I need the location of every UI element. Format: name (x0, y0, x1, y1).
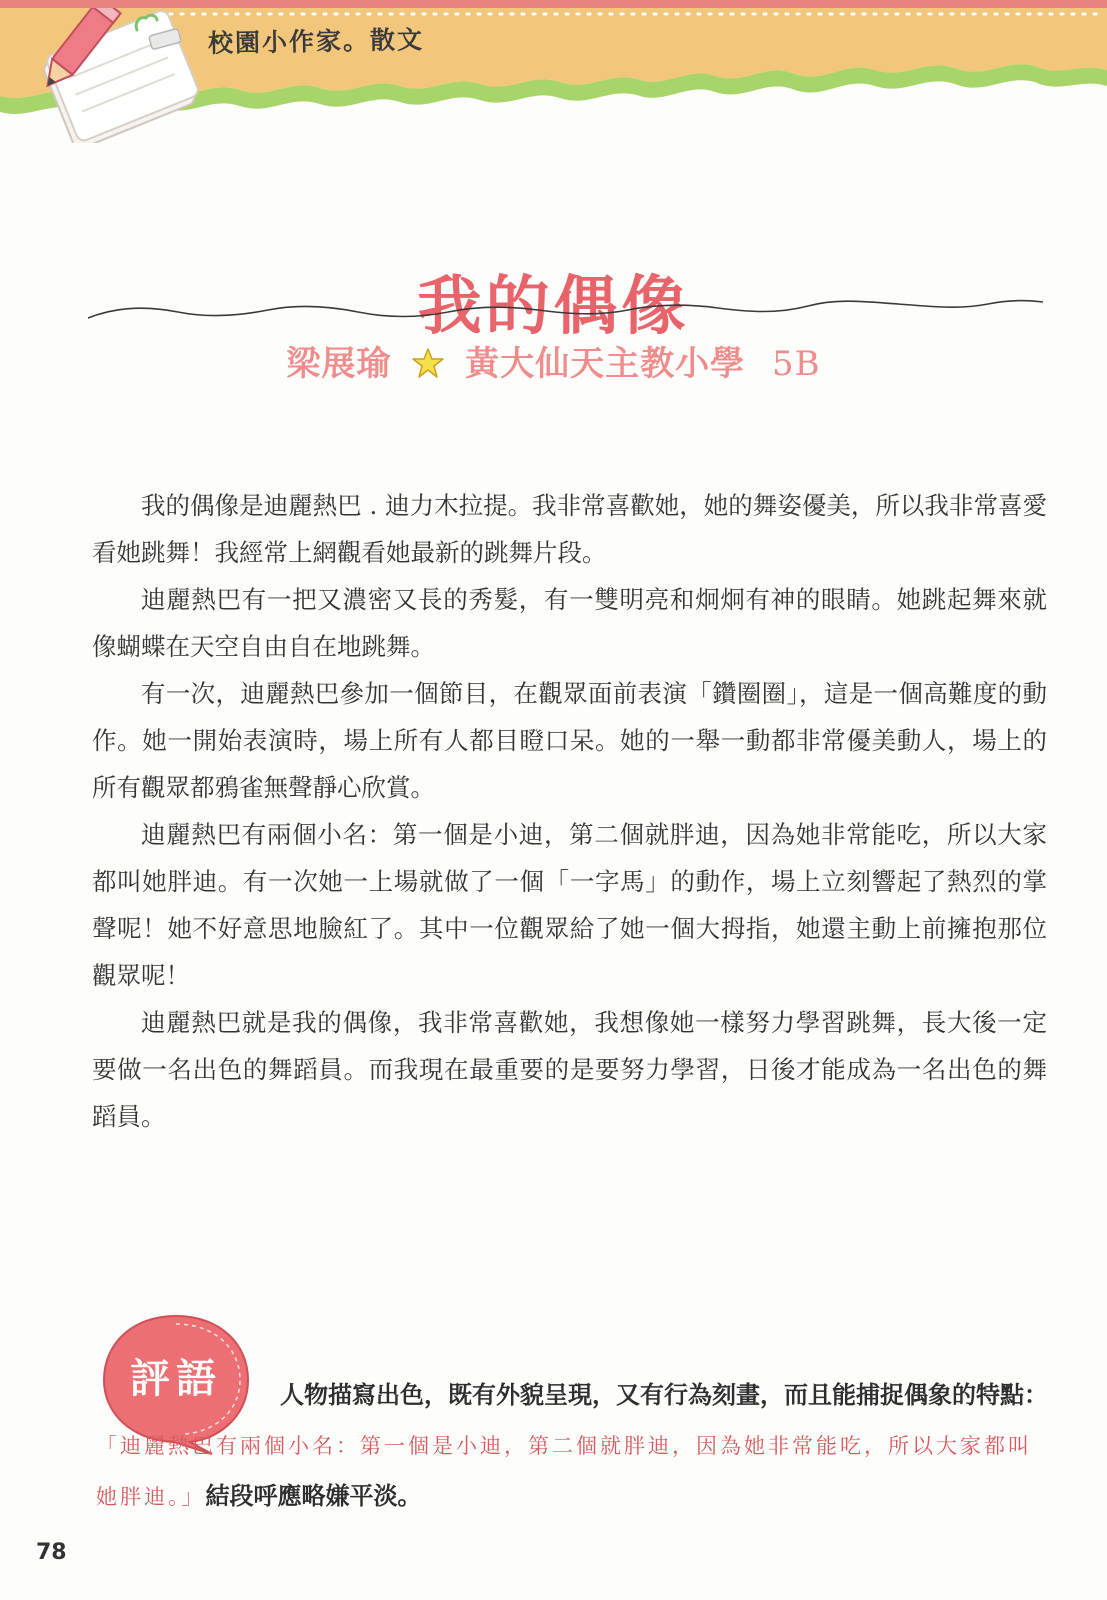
essay-paragraph: 我的偶像是迪麗熱巴 . 迪力木拉提。我非常喜歡她，她的舞姿優美，所以我非常喜愛看她跳舞！我經常上網觀看她最新的跳舞片段。 (92, 491, 1047, 567)
byline (0, 336, 1107, 385)
essay-paragraph: 迪麗熱巴有兩個小名：第一個是小迪，第二個就胖迪，因為她非常能吃，所以大家都叫她胖迪。有一次她一上場就做了一個「一字馬」的動作，場上立刻響起了熱烈的掌聲呢！她不好意思地臉紅了。其中一位觀眾給了她一個大拇指，她還主動上前擁抱那位觀眾呢！ (92, 820, 1047, 990)
wavy-divider (88, 292, 1043, 332)
comment-lead: 人物描寫出色，既有外貌呈現，又有行為刻畫，而且能捕捉偶象的特點： (280, 1381, 1048, 1409)
essay-body (92, 482, 1047, 1140)
school-name: 黃大仙天主教小學 (465, 344, 746, 384)
star-icon (412, 347, 444, 379)
comment-quote: 「迪麗熱巴有兩個小名：第一個是小迪，第二個就胖迪，因為她非常能吃，所以大家都叫她胖迪。」 (96, 1434, 1032, 1509)
essay-paragraph: 迪麗熱巴有一把又濃密又長的秀髮，有一雙明亮和炯炯有神的眼睛。她跳起舞來就像蝴蝶在天空自由自在地跳舞。 (92, 585, 1047, 661)
comment-text (96, 1370, 1048, 1522)
page-number: 78 (36, 1540, 67, 1565)
comment-badge-label: 評語 (130, 1356, 222, 1402)
comment-tail: 結段呼應略嫌平淡。 (205, 1482, 422, 1510)
class-name: 5B (771, 344, 821, 384)
essay-paragraph: 有一次，迪麗熱巴參加一個節目，在觀眾面前表演「鑽圈圈」，這是一個高難度的動作。她一開始表演時，場上所有人都目瞪口呆。她的一舉一動都非常優美動人，場上的所有觀眾都鴉雀無聲靜心欣賞。 (92, 679, 1047, 802)
notepad-pencil-icon (22, 8, 212, 143)
essay-paragraph: 迪麗熱巴就是我的偶像，我非常喜歡她，我想像她一樣努力學習跳舞，長大後一定要做一名出色的舞蹈員。而我現在最重要的是要努力學習，日後才能成為一名出色的舞蹈員。 (92, 1008, 1047, 1131)
author-name: 梁展瑜 (286, 344, 392, 384)
series-label: 校園小作家。散文 (207, 25, 425, 58)
page-title: 我的偶像 (417, 268, 690, 344)
